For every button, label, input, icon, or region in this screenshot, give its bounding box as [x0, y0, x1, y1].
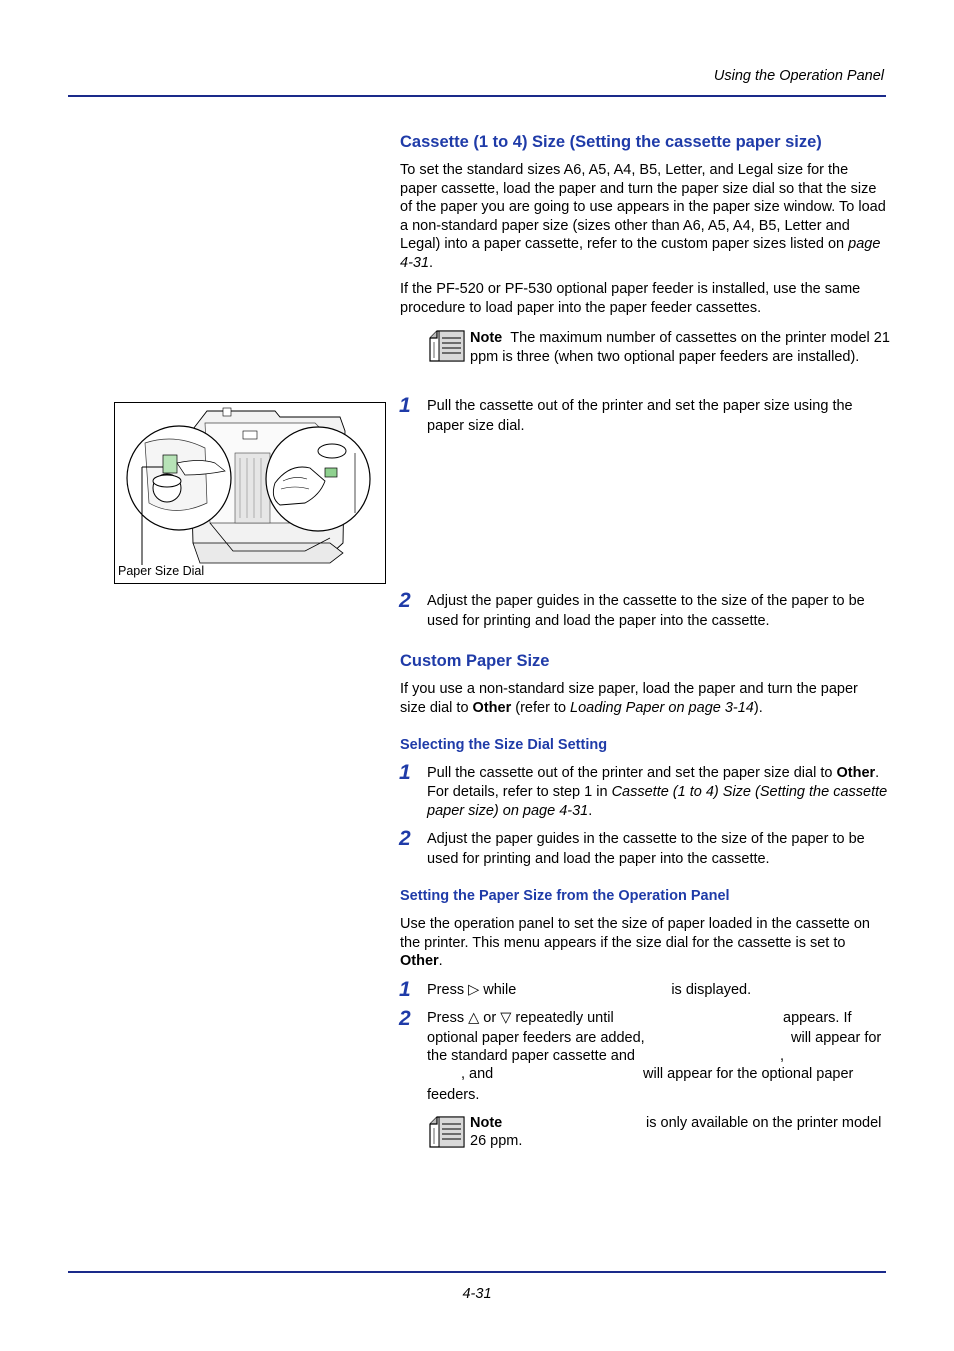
step-text-line — [427, 1010, 889, 1030]
note-text-line — [470, 1115, 896, 1135]
subheading-size-dial: Selecting the Size Dial Setting — [400, 737, 608, 753]
step-text-part: optional paper feeders are added, — [427, 1030, 645, 1046]
step-number: 1 — [399, 761, 411, 784]
printer-cassette-illustration — [115, 403, 385, 583]
note-icon — [427, 1116, 465, 1153]
step-text — [427, 981, 889, 1001]
page-reference-link[interactable]: Loading Paper on page 3-14 — [570, 699, 754, 716]
step-text: Pull the cassette out of the printer and set the paper size using the paper size dial. — [427, 398, 853, 434]
step-text — [427, 764, 889, 821]
paragraph-text: If you use a non-standard size paper, load the paper and turn the paper size dial to — [400, 681, 858, 716]
page-reference-link[interactable]: Cassette (1 to 4) Size (Setting the cassette paper size) on page 4-31 — [427, 784, 888, 819]
step-text-part: . For details, refer to step 1 in — [427, 765, 880, 800]
step-text-part: will appear for — [791, 1030, 882, 1046]
step-number: 2 — [399, 589, 411, 612]
step-text-part: appears. If — [783, 1010, 852, 1026]
paragraph-text: (refer to — [515, 699, 567, 716]
page-reference-link[interactable]: page 4-31 — [400, 236, 881, 271]
note-body: is only available on the printer model — [646, 1115, 882, 1131]
step-text-part: will appear for the optional paper — [643, 1066, 854, 1082]
note-body: The maximum number of cassettes on the printer model 21 ppm is three (when two optional paper feeders are installed). — [470, 330, 890, 365]
running-header: Using the Operation Panel — [713, 68, 884, 84]
step-number: 2 — [399, 1007, 411, 1030]
bold-term: Other — [400, 953, 439, 969]
note-label: Note — [470, 330, 503, 346]
paragraph-text: . — [438, 953, 443, 969]
bold-term: Other — [472, 699, 512, 716]
step-text-part: , — [780, 1048, 785, 1064]
step-number: 1 — [399, 978, 411, 1001]
step-text-part: , and — [461, 1066, 494, 1082]
step-text-part: Press ▷ while — [427, 982, 517, 998]
note-icon — [427, 330, 465, 367]
footer-rule — [68, 1271, 886, 1273]
step-text: Adjust the paper guides in the cassette to the size of the paper to be used for printing and load the paper into the cassette. — [427, 593, 865, 629]
note-text-line: 26 ppm. — [470, 1133, 523, 1149]
step-text-part: Press △ or ▽ repeatedly until — [427, 1010, 614, 1026]
step-text-part: Pull the cassette out of the printer and set the paper size dial to — [427, 765, 833, 781]
paragraph-cassette-intro — [400, 161, 886, 272]
subheading-operation-panel: Setting the Paper Size from the Operation Panel — [400, 888, 730, 904]
step-text-part: is displayed. — [671, 982, 752, 998]
paragraph-text: Use the operation panel to set the size of paper loaded in the cassette on the printer. This menu appears if the size dial for the cassette is set to — [400, 916, 870, 951]
period: . — [429, 254, 434, 271]
section-heading-cassette-size: Cassette (1 to 4) Size (Setting the cassette paper size) — [400, 133, 822, 151]
step-text-part: the standard paper cassette and — [427, 1048, 635, 1064]
step-text: Adjust the paper guides in the cassette to the size of the paper to be used for printing and load the paper into the cassette. — [427, 831, 865, 867]
note-text-max-cassettes — [470, 329, 896, 366]
header-rule — [68, 95, 886, 97]
page-number: 4-31 — [462, 1286, 492, 1302]
step-text-part: . — [588, 803, 593, 819]
step-text-line — [427, 1030, 889, 1050]
figure-paper-size-dial — [114, 402, 386, 584]
step-text-line: feeders. — [427, 1087, 480, 1103]
paragraph-operation-panel — [400, 915, 886, 971]
step-number: 1 — [399, 394, 411, 417]
bold-term: Other — [836, 765, 876, 781]
paragraph-text: ). — [753, 699, 763, 716]
step-text-line — [427, 1048, 889, 1068]
section-heading-custom-paper: Custom Paper Size — [400, 652, 550, 670]
paragraph-text: To set the standard sizes A6, A5, A4, B5, Letter, and Legal size for the paper cassette, load the paper and turn the paper size dial so that the size of the paper you are going to use appears in the paper size window. To load a non-standard paper size (sizes other than A6, A5, A4, B5, Letter and Legal) into a paper cassette, refer to the custom paper sizes listed on — [400, 162, 886, 252]
note-label: Note — [470, 1115, 503, 1131]
paragraph-custom-paper — [400, 680, 886, 717]
step-text-line — [427, 1066, 889, 1086]
paragraph-optional-feeder: If the PF-520 or PF-530 optional paper feeder is installed, use the same procedure to load paper into the paper feeder cassettes. — [400, 281, 861, 316]
step-number: 2 — [399, 827, 411, 850]
figure-label: Paper Size Dial — [118, 564, 205, 578]
